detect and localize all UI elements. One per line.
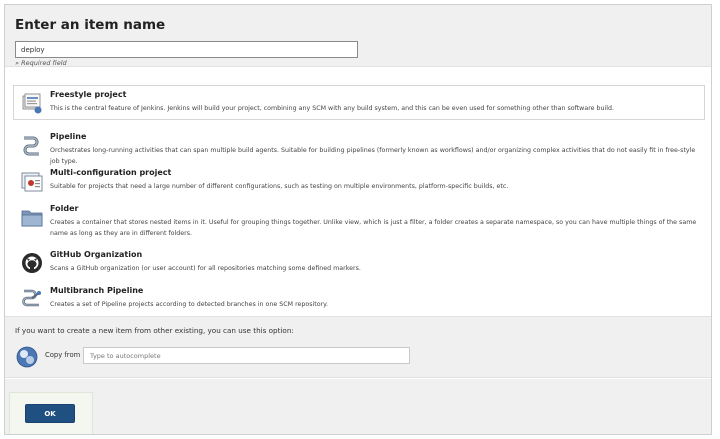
item-name-input[interactable]	[15, 41, 358, 58]
item-type-label: Folder	[50, 204, 79, 213]
copy-from-hint: If you want to create a new item from other existing, you can use this option:	[15, 326, 294, 335]
copy-from-input[interactable]	[83, 347, 410, 364]
required-field-note: » Required field	[15, 59, 67, 67]
item-type-label: Freestyle project	[50, 90, 127, 99]
multi-configuration-icon	[20, 169, 44, 193]
pipeline-icon	[20, 133, 44, 157]
new-item-panel	[4, 4, 712, 435]
item-type-label: Pipeline	[50, 132, 87, 141]
freestyle-project-icon	[20, 91, 44, 115]
item-type-label: GitHub Organization	[50, 250, 143, 259]
ok-button-container	[9, 392, 93, 434]
copy-item-icon	[15, 345, 39, 369]
item-type-label: Multi-configuration project	[50, 168, 172, 177]
github-icon	[20, 251, 44, 275]
page-title: Enter an item name	[15, 17, 166, 33]
copy-from-section	[5, 316, 711, 378]
item-type-multibranch-pipeline[interactable]	[13, 281, 705, 315]
multibranch-pipeline-icon	[20, 287, 44, 311]
item-type-description: Orchestrates long-running activities that can span multiple build agents. Suitable for building pipelines (formerly known as workflows) and/or organizing complex activities that do not easily fit in free-style job type.	[50, 147, 696, 165]
ok-button[interactable]: OK	[25, 404, 75, 423]
item-type-label: Multibranch Pipeline	[50, 286, 144, 295]
item-type-description: Scans a GitHub organization (or user account) for all repositories matching some defined markers.	[50, 265, 361, 272]
form-footer	[5, 379, 711, 434]
item-type-description: Creates a container that stores nested items in it. Useful for grouping things together. Unlike view, which is just a filter, a folder creates a separate namespace, so you can have multiple things of the same name as long as they are in different folders.	[50, 219, 697, 237]
folder-icon	[20, 205, 44, 229]
item-type-folder[interactable]	[13, 199, 705, 243]
item-type-description: Creates a set of Pipeline projects according to detected branches in one SCM repository.	[50, 301, 329, 308]
item-type-description: Suitable for projects that need a large number of different configurations, such as testing on multiple environments, platform-specific builds, etc.	[50, 183, 509, 190]
item-type-freestyle[interactable]	[13, 85, 705, 120]
item-name-section	[5, 5, 711, 67]
copy-from-label: Copy from	[45, 351, 81, 359]
item-type-description: This is the central feature of Jenkins. Jenkins will build your project, combining any SCM with any build system, and this can be even used for something other than software build.	[50, 105, 615, 112]
item-type-multi-configuration[interactable]	[13, 163, 705, 197]
item-type-github-organization[interactable]	[13, 245, 705, 279]
item-type-pipeline[interactable]	[13, 127, 705, 165]
